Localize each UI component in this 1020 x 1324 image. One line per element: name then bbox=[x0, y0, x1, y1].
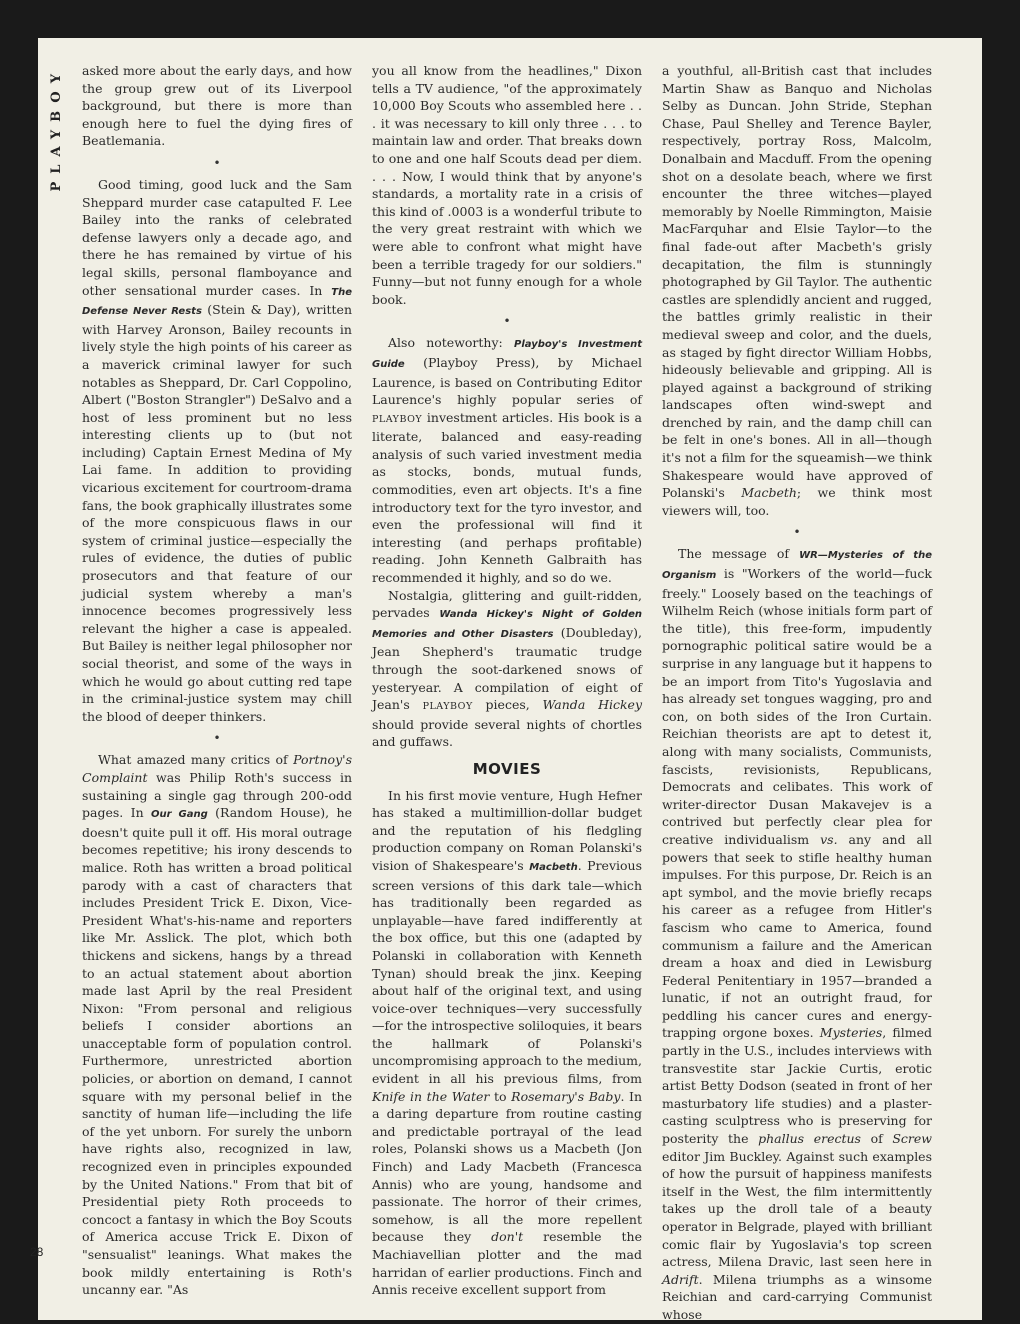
book-title: Our Gang bbox=[151, 809, 208, 821]
magazine-ref: PLAYBOY bbox=[372, 413, 423, 425]
paragraph-wr-mysteries bbox=[662, 545, 932, 1323]
paragraph-beatles: asked more about the early days, and how the group grew out of its Liverpool background, but there is more than enough here to fuel the dying fires of Beatlemania. bbox=[82, 63, 352, 149]
book-title: Wanda Hickey bbox=[542, 697, 642, 713]
paragraph-macbeth-cast bbox=[662, 62, 932, 519]
text-span: Good timing, good luck and the Sam Sheppard murder case catapulted F. Lee Bailey into the ranks of celebrated defense lawyers only a decade ago, and there he has remained by virtue of his legal skills, personal flamboyance and other sensational murder cases. In bbox=[82, 176, 352, 298]
film-title: Macbeth bbox=[741, 485, 797, 501]
text-span: Nostalgia, glittering and guilt-ridden, pervades bbox=[372, 587, 642, 621]
page-number: 28 bbox=[30, 1245, 44, 1259]
film-title: Knife in the Water bbox=[372, 1088, 490, 1104]
emphasis: don't bbox=[491, 1229, 524, 1245]
magazine-ref: PLAYBOY bbox=[422, 701, 473, 713]
text-span: The message of bbox=[678, 546, 800, 562]
text-span: (Doubleday), Jean Shepherd's traumatic trudge through the soot-darkened snows of yesteryear. A compilation of eight of Jean's bbox=[372, 624, 642, 713]
publication-title: Screw bbox=[892, 1131, 932, 1147]
emphasis: vs. bbox=[820, 831, 838, 847]
text-span: . Milena triumphs as a winsome Reichian and card-carrying Communist whose bbox=[662, 1271, 932, 1322]
text-span: ; we think most viewers will, too. bbox=[662, 485, 932, 518]
magazine-name-text: PLAYBOY bbox=[49, 66, 64, 192]
column-3 bbox=[662, 62, 932, 1324]
text-span: In his first movie venture, Hugh Hefner has staked a multimillion-dollar budget and the reputation of his fledgling production company on Roman Polanski's vision of Shakespeare's bbox=[372, 787, 642, 873]
section-separator bbox=[82, 150, 352, 176]
book-title: Wanda Hickey's Night of Golden Memories and Other Disasters bbox=[372, 609, 642, 640]
book-title: Portnoy's Complaint bbox=[82, 752, 352, 785]
book-title: The Defense Never Rests bbox=[82, 286, 352, 318]
magazine-page bbox=[30, 38, 982, 1322]
text-span: resemble the Machiavellian plotter and the mad harridan of earlier productions. Finch and Annis receive excellent support from bbox=[372, 1229, 642, 1298]
emphasis: phallus erectus bbox=[758, 1131, 861, 1147]
text-span: (Random House), he doesn't quite pull it off. His moral outrage becomes repetitive; his irony descends to malice. Roth has written a broad political parody with a cast of characters that includes President Trick E. Dixon, Vice-President What's-his-name and reporters like Mr. Asslick. The plot, which both thickens and sickens, hangs by a thread to an actual statement about abortion made last April by the real President Nixon: "From personal and religious beliefs I consider abortions an unacceptable form of population control. Furthermore, unrestricted abortion policies, or abortion on demand, I cannot square with my personal belief in the sanctity of human life—including the life of the yet unborn. For surely the unborn have rights also, recognized in law, recognized even in principles expounded by the United Nations." From that bit of Presidential piety Roth proceeds to concoct a fantasy in which the Boy Scouts of America accuse Trick E. Dixon of "sensualist" leanings. What makes the book mildly entertaining is Roth's uncanny ear. "As bbox=[82, 805, 352, 1298]
paragraph-bailey bbox=[82, 176, 352, 725]
section-separator bbox=[662, 519, 932, 545]
text-span: Also noteworthy: bbox=[388, 335, 514, 351]
text-span: was Philip Roth's success in sustaining a single gag through 200-odd pages. In bbox=[82, 769, 352, 821]
book-title: Playboy's Investment Guide bbox=[372, 339, 642, 370]
text-span: to bbox=[489, 1088, 512, 1104]
text-span: (Playboy Press), by Michael Laurence, is based on Contributing Editor Laurence's highly popular series of bbox=[372, 354, 642, 408]
film-title: Mysteries bbox=[819, 1025, 883, 1041]
text-span: a youthful, all-British cast that includes Martin Shaw as Banquo and Nicholas Selby as Duncan. John Stride, Stephan Chase, Paul Shelley and Terence Bayler, respectively, portray Ross, Malcolm, Donalbain and Macduff. From the opening shot on a desolate beach, where we first encounter the three witches—played memorably by Noelle Rimmington, Maisie MacFarquhar and Elsie Taylor—to the final fade-out after Macbeth's grisly decapitation, the film is stunningly photographed by Gil Taylor. The authentic castles are splendidly ancient and rugged, the battles grimly realistic in their medieval sweep and color, and the duels, as staged by fight director William Hobbs, hideously believable and gripping. All is played against a background of striking landscapes often wind-swept and drenched by rain, and the damp chill can be felt in one's bones. All in all—though it's not a film for the squeamish—we think Shakespeare would have approved of Polanski's bbox=[662, 63, 932, 501]
magazine-name-vertical bbox=[46, 66, 68, 191]
text-span: . In a daring departure from routine casting and predictable portrayal of the lead roles, Polanski shows us a Macbeth (Jon Finch) and Lady Macbeth (Francesca Annis) who are young, handsome and passionate. The horror of their crimes, somehow, is all the more repellent because they bbox=[372, 1088, 643, 1245]
film-title: WR—Mysteries of the Organism bbox=[662, 550, 932, 582]
text-span: . Previous screen versions of this dark tale—which has traditionally been regarded as unplayable—have fared indifferently at the box office, but this one (adapted by Polanski in collaboration with Kenneth Tynan) should break the jinx. Keeping about half of the original text, and using voice-over techniques—very successfully—for the introspective soliloquies, it bears the hallmark of Polanski's uncompromising approach to the medium, evident in all his previous films, from bbox=[372, 857, 643, 1087]
column-2 bbox=[372, 62, 642, 1299]
film-title: Adrift bbox=[662, 1271, 699, 1287]
text-span: (Stein & Day), written with Harvey Aronson, Bailey recounts in lively style the high points of his career as a maverick criminal lawyer for such notables as Sheppard, Dr. Carl Coppolino, Albert ("Boston Strangler") DeSalvo and a host of less prominent but no less interesting clients up to (but not including) Captain Ernest Medina of My Lai fame. In addition to providing vicarious excitement for courtroom-drama fans, the book graphically illustrates some of the more conspicuous flaws in our system of criminal justice—especially the rules of evidence, the duties of public prosecutors and that feature of our judicial system whereby a man's innocence becomes progressively less relevant the higher a case is appealed. But Bailey is neither legal philosopher nor social theorist, and some of the ways in which he would go about cutting red tape in the criminal-justice system may chill the blood of deeper thinkers. bbox=[82, 302, 353, 724]
text-span: What amazed many critics of bbox=[98, 752, 294, 768]
text-span: is "Workers of the world—fuck freely." Loosely based on the teachings of Wilhelm Reich (whose initials form part of the title), this free-form, impudently pornographic political satire would be a surprise in any language but it happens to be an import from Tito's Yugoslavia and has already set tongues wagging, pro and con, on both sides of the Iron Curtain. Reichian theorists are apt to detest it, along with many socialists, Communists, fascists, revisionists, Republicans, Democrats and celibates. This work of writer-director Dusan Makavejev is a contrived but perfectly clear plea for creative individualism bbox=[662, 566, 932, 847]
text-span: investment articles. His book is a literate, balanced and easy-reading analysis of such varied investment media as stocks, bonds, mutual funds, commodities, even art objects. It's a fine introductory text for the tyro investor, and even the professional will find it interesting (and perhaps profitable) reading. John Kenneth Galbraith has recommended it highly, and so do we. bbox=[372, 409, 642, 586]
paragraph-wanda-hickey bbox=[372, 587, 642, 751]
section-separator bbox=[82, 725, 352, 751]
text-span: any and all powers that seek to stifle healthy human impulses. For this purpose, Dr. Reich is an apt symbol, and the movie briefly recaps his career as a refugee from Hitler's fascism who came to America, found communism a failure and the American dream a hoax and died in Lewisburg Federal Penitentiary in 1957—branded a lunatic, if not an outright fraud, for peddling his cancer cures and energy-trapping orgone boxes. bbox=[662, 831, 932, 1041]
film-title: Rosemary's Baby bbox=[511, 1088, 621, 1104]
text-span: should provide several nights of chortles and guffaws. bbox=[372, 716, 642, 750]
text-span: , filmed partly in the U.S., includes interviews with transvestite star Jackie Curtis, erotic artist Betty Dodson (seated in front of her masturbatory life studies) and a plaster-casting sculptress who is preserving for posterity the bbox=[662, 1025, 932, 1147]
column-1 bbox=[82, 62, 352, 1299]
paragraph-investment-guide bbox=[372, 334, 642, 586]
section-heading-movies: MOVIES bbox=[472, 759, 542, 778]
paragraph-macbeth bbox=[372, 787, 642, 1299]
section-separator bbox=[372, 308, 642, 334]
paragraph-dixon-quote: you all know from the headlines," Dixon tells a TV audience, "of the approximately 10,000 Boy Scouts who assembled here . . . it was necessary to kill only three . . . to maintain law and order. That breaks down to one and one half Scouts dead per diem. . . . Now, I would think that by anyone's standards, a mortality rate in a crisis of this kind of .0003 is a wonderful tribute to the very great restraint with which we were able to confront what might have been a terrible tragedy for our soldiers." Funny—but not funny enough for a whole book. bbox=[372, 63, 642, 307]
paragraph-roth bbox=[82, 751, 352, 1298]
text-span: editor Jim Buckley. Against such examples of how the pursuit of happiness manifests itself in the West, the film intermittently takes up the droll tale of a beauty operator in Belgrade, played with brilliant comic flair by Yugoslavia's top screen actress, Milena Dravic, last seen here in bbox=[662, 1148, 932, 1270]
text-span: of bbox=[860, 1131, 893, 1147]
text-span: pieces, bbox=[472, 697, 543, 713]
film-title: Macbeth bbox=[529, 861, 578, 873]
